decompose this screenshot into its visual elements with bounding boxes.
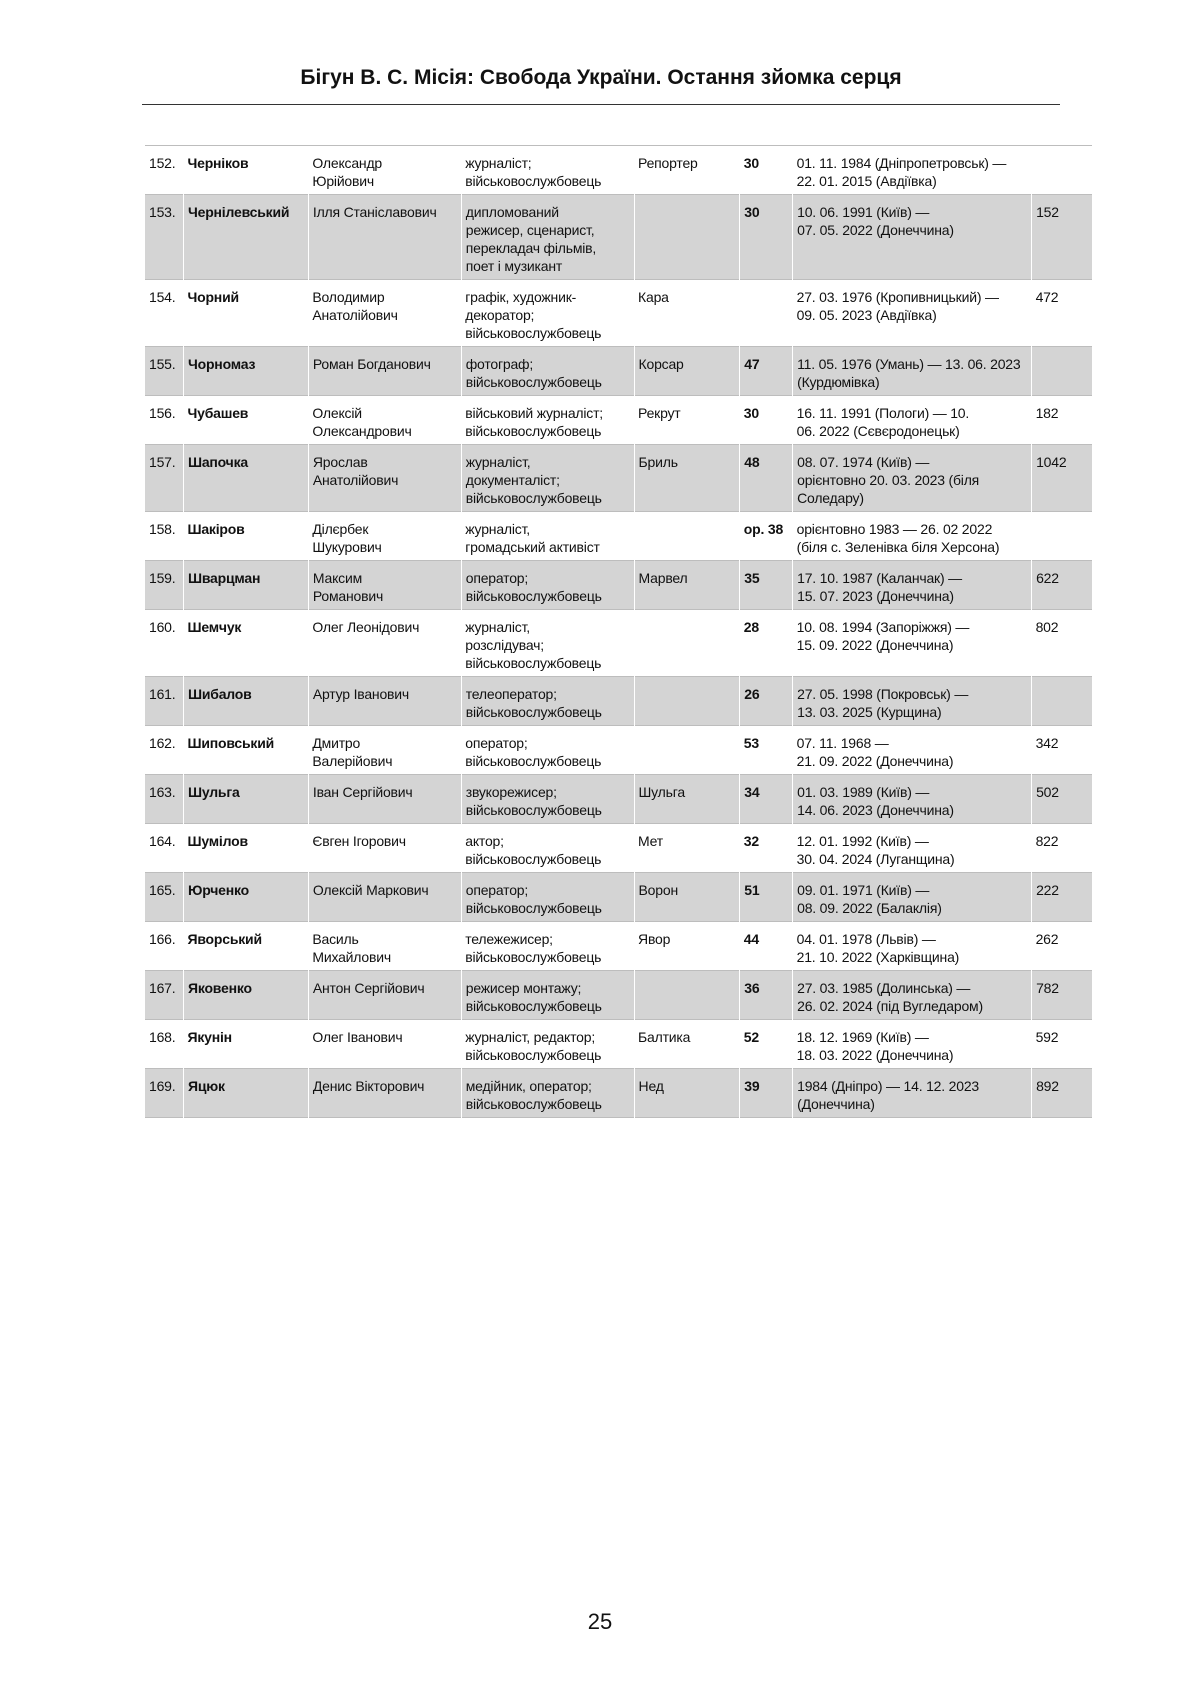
surname-cell: Якунін: [187, 1029, 232, 1045]
given-names-cell: [308, 561, 461, 610]
occupation-cell-line: військовослужбовець: [465, 998, 602, 1014]
life-dates-cell: [793, 445, 1032, 512]
life-dates-cell-line: 01. 03. 1989 (Київ) —: [797, 784, 930, 800]
occupation-cell-line: оператор;: [465, 882, 529, 898]
occupation-cell-line: телеоператор;: [465, 686, 557, 702]
callsign-cell: Явор: [638, 931, 671, 947]
life-dates-cell: [793, 146, 1032, 195]
table-row: [145, 195, 1092, 280]
header-divider: [142, 104, 1060, 105]
row-number: 163.: [145, 775, 183, 824]
occupation-cell-line: журналіст,: [465, 521, 530, 537]
occupation-cell-line: військовослужбовець: [465, 851, 602, 867]
given-names-cell: [308, 195, 461, 280]
given-names-cell-line: Іван Сергійович: [312, 784, 413, 800]
callsign-cell: Бриль: [634, 445, 740, 512]
row-number: 152.: [149, 155, 176, 171]
reference-cell: [1032, 677, 1092, 726]
life-dates-cell-line: 22. 01. 2015 (Авдіївка): [796, 173, 937, 189]
life-dates-cell-line: 07. 11. 1968 —: [796, 735, 889, 751]
given-names-cell: [308, 1020, 461, 1069]
given-names-cell: [308, 677, 461, 726]
reference-cell: 502: [1032, 775, 1092, 824]
given-names-cell: [308, 824, 461, 873]
life-dates-cell: [793, 347, 1032, 396]
given-names-cell-line: Антон Сергійович: [312, 980, 425, 996]
callsign-cell: Марвел: [634, 561, 740, 610]
occupation-cell: [461, 195, 634, 280]
occupation-cell-line: графік, художник-: [465, 289, 577, 305]
life-dates-cell: [793, 971, 1032, 1020]
callsign-cell: Ворон: [634, 873, 740, 922]
occupation-cell-line: поет і музикант: [465, 258, 563, 274]
table-row: [145, 1020, 1092, 1069]
table-row: [145, 610, 1092, 677]
life-dates-cell-line: (Курдюмівка): [797, 374, 880, 390]
life-dates-cell-line: 26. 02. 2024 (під Вугледаром): [797, 998, 983, 1014]
table-row: [145, 561, 1092, 610]
life-dates-cell: [793, 775, 1032, 824]
surname-cell: Чубашев: [187, 405, 249, 421]
life-dates-cell: [793, 512, 1032, 561]
life-dates-cell-line: 09. 01. 1971 (Київ) —: [797, 882, 930, 898]
given-names-cell-line: Ділєрбек: [312, 521, 369, 537]
callsign-cell: Мет: [638, 833, 663, 849]
surname-cell: Шапочка: [183, 445, 308, 512]
occupation-cell-line: декоратор;: [465, 307, 535, 323]
table-row: [145, 1069, 1092, 1118]
age-cell: 39: [740, 1069, 793, 1118]
life-dates-cell-line: 18. 12. 1969 (Київ) —: [796, 1029, 929, 1045]
occupation-cell-line: військовослужбовець: [465, 374, 602, 390]
given-names-cell-line: Олег Леонідович: [312, 619, 420, 635]
age-cell: 34: [740, 775, 793, 824]
age-cell: 32: [743, 833, 759, 849]
life-dates-cell-line: 30. 04. 2024 (Луганщина): [796, 851, 955, 867]
given-names-cell-line: Євген Ігорович: [312, 833, 406, 849]
given-names-cell-line: Романович: [312, 588, 384, 604]
occupation-cell: [461, 922, 634, 971]
occupation-cell-line: розслідувач;: [465, 637, 544, 653]
age-cell: 53: [743, 735, 759, 751]
life-dates-cell-line: 09. 05. 2023 (Авдіївка): [796, 307, 937, 323]
occupation-cell-line: військовослужбовець: [465, 423, 602, 439]
life-dates-cell-line: 21. 10. 2022 (Харківщина): [796, 949, 960, 965]
occupation-cell-line: громадський активіст: [465, 539, 600, 555]
age-cell: ор. 38: [743, 521, 784, 537]
given-names-cell-line: Олександрович: [312, 423, 412, 439]
life-dates-cell: [793, 922, 1032, 971]
callsign-cell: Репортер: [638, 155, 698, 171]
table-row: [145, 726, 1092, 775]
occupation-cell: [461, 561, 634, 610]
row-number: 167.: [145, 971, 183, 1020]
life-dates-cell-line: (Донеччина): [797, 1096, 875, 1112]
life-dates-cell-line: 10. 06. 1991 (Київ) —: [797, 204, 930, 220]
callsign-cell: Нед: [634, 1069, 740, 1118]
life-dates-cell: [793, 610, 1032, 677]
age-cell: 28: [743, 619, 759, 635]
occupation-cell: [461, 1020, 634, 1069]
life-dates-cell-line: 12. 01. 1992 (Київ) —: [796, 833, 929, 849]
table-row: [145, 396, 1092, 445]
surname-cell: Яворський: [187, 931, 262, 947]
callsign-cell: Балтика: [638, 1029, 691, 1045]
occupation-cell-line: військовослужбовець: [465, 1047, 602, 1063]
row-number: 153.: [145, 195, 183, 280]
surname-cell: Чернілевський: [183, 195, 308, 280]
occupation-cell-line: журналіст;: [465, 155, 532, 171]
life-dates-cell-line: 21. 09. 2022 (Донеччина): [796, 753, 954, 769]
occupation-cell-line: режисер монтажу;: [465, 980, 582, 996]
row-number: 157.: [145, 445, 183, 512]
row-number: 161.: [145, 677, 183, 726]
callsign-cell: Корсар: [634, 347, 740, 396]
given-names-cell-line: Ярослав: [312, 454, 368, 470]
given-names-cell-line: Анатолійович: [312, 307, 398, 323]
life-dates-cell-line: Соледару): [797, 490, 864, 506]
occupation-cell-line: звукорежисер;: [465, 784, 557, 800]
life-dates-cell-line: 06. 2022 (Сєвєродонецьк): [796, 423, 960, 439]
callsign-cell: [634, 971, 740, 1020]
life-dates-cell: [793, 726, 1032, 775]
given-names-cell-line: Дмитро: [312, 735, 361, 751]
occupation-cell-line: військовослужбовець: [465, 490, 602, 506]
life-dates-cell: [793, 824, 1032, 873]
occupation-cell: [461, 347, 634, 396]
given-names-cell-line: Михайлович: [312, 949, 391, 965]
occupation-cell: [461, 824, 634, 873]
page-number: 25: [587, 1609, 613, 1634]
occupation-cell: [461, 726, 634, 775]
life-dates-cell-line: 16. 11. 1991 (Пологи) — 10.: [796, 405, 970, 421]
given-names-cell: [308, 280, 461, 347]
callsign-cell: [634, 726, 740, 775]
life-dates-cell-line: орієнтовно 1983 — 26. 02 2022: [796, 521, 993, 537]
life-dates-cell-line: 18. 03. 2022 (Донеччина): [796, 1047, 954, 1063]
age-cell: 44: [743, 931, 759, 947]
surname-cell: Шибалов: [183, 677, 308, 726]
occupation-cell: [461, 280, 634, 347]
table-row: [145, 146, 1092, 195]
given-names-cell: [308, 1069, 461, 1118]
age-cell: 30: [740, 195, 793, 280]
occupation-cell-line: військовий журналіст;: [465, 405, 603, 421]
life-dates-cell-line: 08. 07. 1974 (Київ) —: [797, 454, 930, 470]
age-cell: 30: [743, 405, 759, 421]
callsign-cell: [634, 677, 740, 726]
callsign-cell: [634, 195, 740, 280]
given-names-cell-line: Юрійович: [312, 173, 374, 189]
given-names-cell: [308, 146, 461, 195]
reference-cell: 892: [1032, 1069, 1092, 1118]
table-row: [145, 512, 1092, 561]
table-row: [145, 347, 1092, 396]
life-dates-cell-line: 14. 06. 2023 (Донеччина): [797, 802, 954, 818]
given-names-cell-line: Олег Іванович: [312, 1029, 403, 1045]
occupation-cell-line: військовослужбовець: [465, 173, 602, 189]
given-names-cell-line: Ілля Станіславович: [312, 204, 437, 220]
life-dates-cell-line: 04. 01. 1978 (Львів) —: [796, 931, 936, 947]
surname-cell: Шиповський: [187, 735, 275, 751]
reference-cell: 822: [1035, 833, 1059, 849]
age-cell: 51: [740, 873, 793, 922]
given-names-cell-line: Шукурович: [312, 539, 382, 555]
age-cell: 52: [743, 1029, 759, 1045]
row-number: 168.: [149, 1029, 176, 1045]
occupation-cell-line: журналіст, редактор;: [465, 1029, 596, 1045]
callsign-cell: Рекрут: [638, 405, 681, 421]
roster-table-body: [145, 146, 1092, 1118]
reference-cell: [1032, 347, 1092, 396]
age-cell: 36: [740, 971, 793, 1020]
surname-cell: Яковенко: [183, 971, 308, 1020]
reference-cell: 622: [1032, 561, 1092, 610]
life-dates-cell: [793, 1069, 1032, 1118]
surname-cell: Шумілов: [187, 833, 248, 849]
surname-cell: Шакіров: [187, 521, 245, 537]
life-dates-cell: [793, 195, 1032, 280]
life-dates-cell-line: 1984 (Дніпро) — 14. 12. 2023: [797, 1078, 979, 1094]
occupation-cell-line: журналіст,: [465, 454, 531, 470]
row-number: 162.: [149, 735, 176, 751]
row-number: 169.: [145, 1069, 183, 1118]
occupation-cell-line: військовослужбовець: [465, 1096, 602, 1112]
row-number: 155.: [145, 347, 183, 396]
occupation-cell-line: військовослужбовець: [465, 588, 602, 604]
callsign-cell: [634, 610, 740, 677]
life-dates-cell-line: 15. 09. 2022 (Донеччина): [796, 637, 954, 653]
occupation-cell-line: військовослужбовець: [465, 900, 602, 916]
surname-cell: Шварцман: [183, 561, 308, 610]
life-dates-cell: [793, 280, 1032, 347]
roster-table: [145, 145, 1092, 1118]
table-row: [145, 824, 1092, 873]
occupation-cell-line: військовослужбовець: [465, 655, 602, 671]
occupation-cell-line: фотограф;: [465, 356, 534, 372]
given-names-cell: [308, 347, 461, 396]
occupation-cell: [461, 971, 634, 1020]
given-names-cell-line: Максим: [312, 570, 363, 586]
surname-cell: Шемчук: [187, 619, 242, 635]
occupation-cell-line: оператор;: [465, 735, 528, 751]
row-number: 159.: [145, 561, 183, 610]
surname-cell: Чорний: [187, 289, 239, 305]
reference-cell: 782: [1032, 971, 1092, 1020]
given-names-cell: [308, 971, 461, 1020]
life-dates-cell: [793, 873, 1032, 922]
table-row: [145, 971, 1092, 1020]
occupation-cell-line: журналіст,: [465, 619, 530, 635]
occupation-cell-line: оператор;: [465, 570, 529, 586]
life-dates-cell-line: 01. 11. 1984 (Дніпропетровськ) —: [796, 155, 1007, 171]
reference-cell: [1032, 512, 1092, 561]
reference-cell: 472: [1035, 289, 1059, 305]
given-names-cell-line: Анатолійович: [312, 472, 399, 488]
occupation-cell: [461, 512, 634, 561]
life-dates-cell-line: 27. 03. 1976 (Кропивницький) —: [796, 289, 999, 305]
age-cell: 47: [740, 347, 793, 396]
age-cell: 48: [740, 445, 793, 512]
age-cell: 30: [743, 155, 759, 171]
given-names-cell-line: Денис Вікторович: [312, 1078, 425, 1094]
life-dates-cell: [793, 677, 1032, 726]
given-names-cell: [308, 726, 461, 775]
row-number: 160.: [149, 619, 176, 635]
row-number: 164.: [149, 833, 176, 849]
row-number: 165.: [145, 873, 183, 922]
given-names-cell-line: Роман Богданович: [312, 356, 431, 372]
life-dates-cell-line: 17. 10. 1987 (Каланчак) —: [797, 570, 962, 586]
occupation-cell-line: військовослужбовець: [465, 704, 602, 720]
given-names-cell: [308, 396, 461, 445]
occupation-cell-line: тележежисер;: [465, 931, 553, 947]
life-dates-cell-line: 27. 03. 1985 (Долинська) —: [797, 980, 971, 996]
table-row: [145, 775, 1092, 824]
given-names-cell-line: Олексій: [312, 405, 362, 421]
occupation-cell-line: медійник, оператор;: [465, 1078, 592, 1094]
given-names-cell-line: Олексій Маркович: [312, 882, 429, 898]
surname-cell: Черніков: [187, 155, 249, 171]
occupation-cell-line: документаліст;: [465, 472, 560, 488]
reference-cell: 802: [1035, 619, 1059, 635]
age-cell: 35: [740, 561, 793, 610]
reference-cell: 182: [1035, 405, 1059, 421]
row-number: 158.: [149, 521, 176, 537]
given-names-cell-line: Валерійович: [312, 753, 393, 769]
given-names-cell: [308, 512, 461, 561]
life-dates-cell-line: 13. 03. 2025 (Курщина): [797, 704, 942, 720]
occupation-cell-line: дипломований: [465, 204, 559, 220]
row-number: 156.: [149, 405, 176, 421]
row-number: 154.: [149, 289, 176, 305]
occupation-cell-line: військовослужбовець: [465, 753, 602, 769]
table-row: [145, 873, 1092, 922]
reference-cell: 342: [1035, 735, 1059, 751]
occupation-cell: [461, 396, 634, 445]
occupation-cell: [461, 775, 634, 824]
life-dates-cell-line: 11. 05. 1976 (Умань) — 13. 06. 2023: [797, 356, 1021, 372]
given-names-cell: [308, 873, 461, 922]
life-dates-cell-line: 07. 05. 2022 (Донеччина): [797, 222, 954, 238]
given-names-cell-line: Володимир: [312, 289, 385, 305]
occupation-cell-line: військовослужбовець: [465, 802, 602, 818]
surname-cell: Шульга: [183, 775, 308, 824]
given-names-cell-line: Артур Іванович: [312, 686, 410, 702]
page-header-title: Бігун В. С. Місія: Свобода України. Остання зйомка серця: [300, 66, 902, 89]
occupation-cell-line: перекладач фільмів,: [465, 240, 597, 256]
table-row: [145, 445, 1092, 512]
table-row: [145, 922, 1092, 971]
reference-cell: [1032, 146, 1092, 195]
given-names-cell: [308, 922, 461, 971]
reference-cell: 1042: [1032, 445, 1092, 512]
age-cell: 26: [740, 677, 793, 726]
life-dates-cell: [793, 561, 1032, 610]
occupation-cell: [461, 445, 634, 512]
table-row: [145, 677, 1092, 726]
occupation-cell: [461, 873, 634, 922]
age-cell: [740, 280, 793, 347]
life-dates-cell-line: орієнтовно 20. 03. 2023 (біля: [797, 472, 980, 488]
life-dates-cell: [793, 1020, 1032, 1069]
surname-cell: Юрченко: [183, 873, 308, 922]
occupation-cell: [461, 146, 634, 195]
life-dates-cell: [793, 396, 1032, 445]
row-number: 166.: [149, 931, 176, 947]
given-names-cell-line: Олександр: [312, 155, 383, 171]
reference-cell: 262: [1035, 931, 1059, 947]
reference-cell: 222: [1032, 873, 1092, 922]
life-dates-cell-line: 10. 08. 1994 (Запоріжжя) —: [796, 619, 970, 635]
given-names-cell: [308, 610, 461, 677]
occupation-cell-line: режисер, сценарист,: [465, 222, 595, 238]
occupation-cell-line: військовослужбовець: [465, 949, 602, 965]
occupation-cell-line: військовослужбовець: [465, 325, 602, 341]
life-dates-cell-line: 27. 05. 1998 (Покровськ) —: [797, 686, 969, 702]
given-names-cell: [308, 445, 461, 512]
occupation-cell-line: актор;: [465, 833, 504, 849]
table-row: [145, 280, 1092, 347]
reference-cell: 152: [1032, 195, 1092, 280]
given-names-cell: [308, 775, 461, 824]
life-dates-cell-line: 08. 09. 2022 (Балаклія): [797, 900, 942, 916]
life-dates-cell-line: 15. 07. 2023 (Донеччина): [797, 588, 954, 604]
occupation-cell: [461, 610, 634, 677]
reference-cell: 592: [1035, 1029, 1059, 1045]
given-names-cell-line: Василь: [312, 931, 359, 947]
surname-cell: Яцюк: [183, 1069, 308, 1118]
life-dates-cell-line: (біля с. Зеленівка біля Херсона): [796, 539, 1000, 555]
occupation-cell: [461, 677, 634, 726]
occupation-cell: [461, 1069, 634, 1118]
callsign-cell: Кара: [638, 289, 669, 305]
callsign-cell: [634, 512, 740, 561]
callsign-cell: Шульга: [634, 775, 740, 824]
surname-cell: Чорномаз: [183, 347, 308, 396]
